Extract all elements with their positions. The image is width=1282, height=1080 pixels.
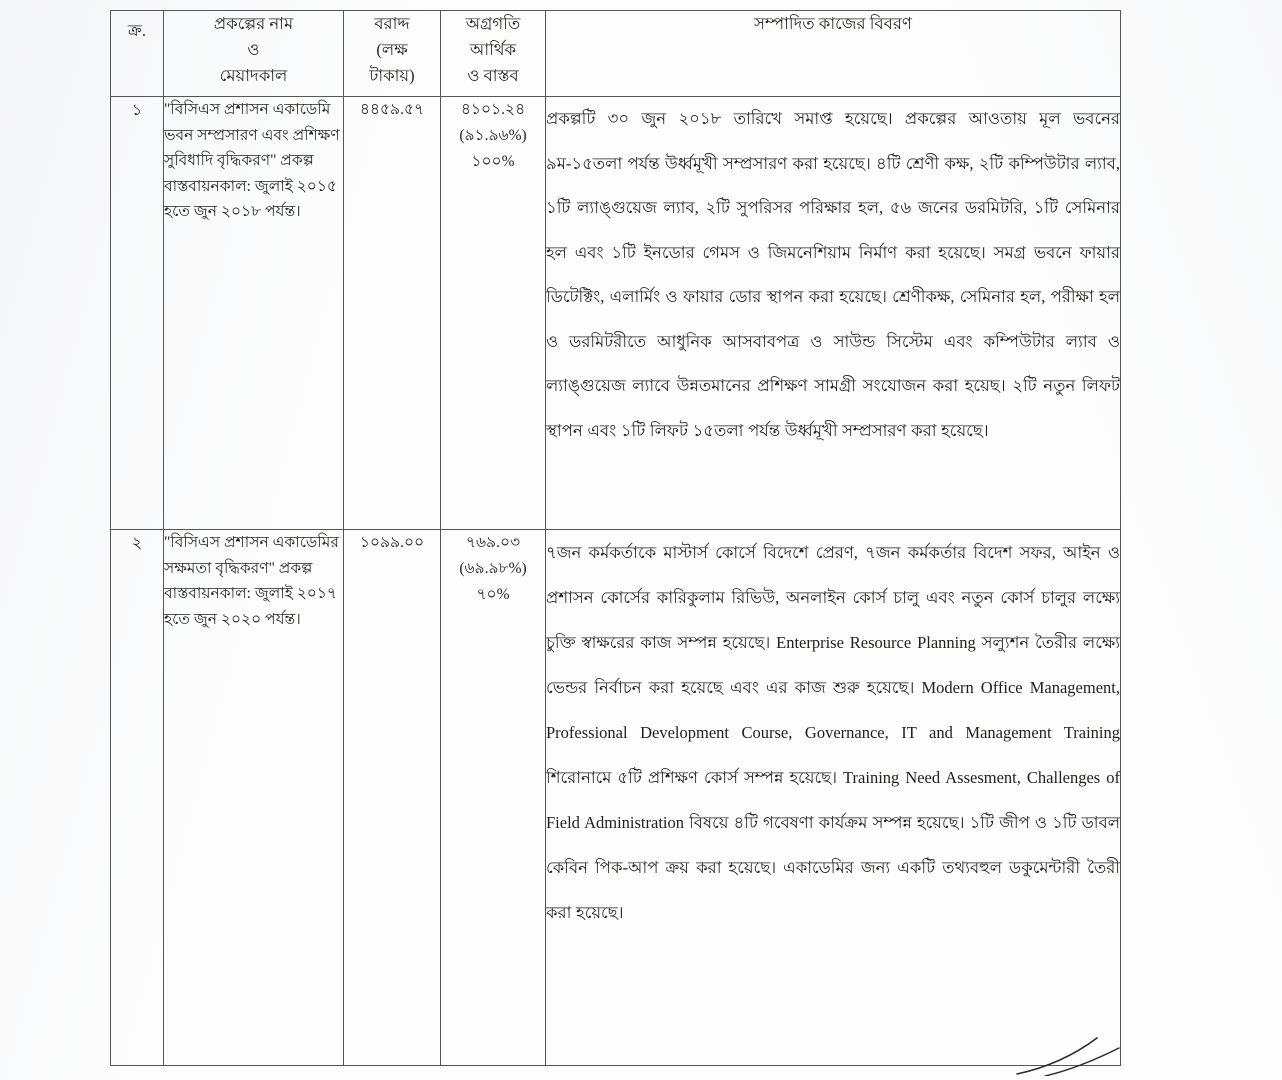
row-progress-financial: ৭৬৯.০৩ bbox=[465, 534, 521, 551]
row-serial: ২ bbox=[111, 530, 164, 1066]
row-progress-physical: ১০০% bbox=[471, 153, 515, 170]
header-progress-line1: অগ্রগতি bbox=[465, 14, 521, 33]
row-serial: ১ bbox=[111, 97, 164, 530]
row-description: ৭জন কর্মকর্তাকে মাস্টার্স কোর্সে বিদেশে প্রেরণ, ৭জন কর্মকর্তার বিদেশ সফর, আইন ও প্রশাসন কোর্সের কারিকুলাম রিভিউ, অনলাইন কোর্স চালু এবং নতুন কোর্স চালুর লক্ষ্যে চুক্তি স্বাক্ষরের কাজ সম্পন্ন হয়েছে। Enterprise Resource Planning সল্যুশন তৈরীর লক্ষ্যে ভেন্ডর নির্বাচন করা হয়েছে এবং এর কাজ শুরু হয়েছে। Modern Office Management, Professional Development Course, Governance, IT and Management Training শিরোনামে ৫টি প্রশিক্ষণ কোর্স সম্পন্ন হয়েছে। Training Need Assesment, Challenges of Field Administration বিষয়ে ৪টি গবেষণা কার্যক্রম সম্পন্ন হয়েছে। ১টি জীপ ও ১টি ডাবল কেবিন পিক-আপ ক্রয় করা হয়েছে। একাডেমির জন্য একটি তথ্যবহুল ডকুমেন্টারী তৈরী করা হয়েছে। bbox=[546, 530, 1121, 1066]
table-row bbox=[111, 97, 1121, 530]
row-allocation: ৪৪৫৯.৫৭ bbox=[344, 97, 441, 530]
table-row bbox=[111, 530, 1121, 1066]
row-progress bbox=[441, 97, 546, 530]
header-serial-label: ক্র. bbox=[128, 21, 146, 40]
row-description: প্রকল্পটি ৩০ জুন ২০১৮ তারিখে সমাপ্ত হয়েছে। প্রকল্পের আওতায় মূল ভবনের ৯ম-১৫তলা পর্যন্ত উর্ধ্বমূখী সম্প্রসারণ করা হয়েছে। ৪টি শ্রেণী কক্ষ, ২টি কম্পিউটার ল্যাব, ১টি ল্যাঙ্গুয়েজ ল্যাব, ২টি সুপরিসর পরিক্ষার হল, ৫৬ জনের ডরমিটরি, ১টি সেমিনার হল এবং ১টি ইনডোর গেমস ও জিমনেশিয়াম নির্মাণ করা হয়েছে। সমগ্র ভবনে ফায়ার ডিটেক্টিং, এলার্মিং ও ফায়ার ডোর স্থাপন করা হয়েছে। শ্রেণীকক্ষ, সেমিনার হল, পরীক্ষা হল ও ডরমিটরীতে আধুনিক আসবাবপত্র ও সাউন্ড সিস্টেম এবং কম্পিউটার ল্যাব ও ল্যাঙ্গুয়েজ ল্যাবে উন্নতমানের প্রশিক্ষণ সামগ্রী সংযোজন করা হয়েছ। ২টি নতুন লিফট স্থাপন এবং ১টি লিফট ১৫তলা পর্যন্ত উর্ধ্বমূখী সম্প্রসারণ করা হয়েছে। bbox=[546, 97, 1121, 530]
header-progress-line2: আর্থিক bbox=[469, 40, 517, 59]
header-serial bbox=[111, 11, 164, 97]
row-progress-percent: (৬৯.৯৮%) bbox=[459, 560, 527, 577]
table-header-row bbox=[111, 11, 1121, 97]
header-allocation-line2: (লক্ষ bbox=[376, 40, 408, 59]
header-project-name-line1: প্রকল্পের নাম bbox=[213, 14, 294, 33]
header-allocation-line1: বরাদ্দ bbox=[374, 14, 410, 33]
row-progress bbox=[441, 530, 546, 1066]
header-description-label: সম্পাদিত কাজের বিবরণ bbox=[754, 14, 912, 33]
row-progress-percent: (৯১.৯৬%) bbox=[459, 127, 527, 144]
header-project-name bbox=[164, 11, 344, 97]
header-progress-line3: ও বাস্তব bbox=[467, 66, 519, 85]
header-allocation-line3: টাকায়) bbox=[369, 66, 415, 85]
row-progress-physical: ৭০% bbox=[476, 586, 510, 603]
header-project-name-line3: মেয়াদকাল bbox=[219, 66, 288, 85]
header-description bbox=[546, 11, 1121, 97]
header-project-name-line2: ও bbox=[247, 40, 260, 59]
row-project-name: "বিসিএস প্রশাসন একাডেমি ভবন সম্প্রসারণ এবং প্রশিক্ষণ সুবিধাদি বৃদ্ধিকরণ" প্রকল্প বাস্তবায়নকাল: জুলাই ২০১৫ হতে জুন ২০১৮ পর্যন্ত। bbox=[164, 97, 344, 530]
header-progress bbox=[441, 11, 546, 97]
project-progress-table bbox=[110, 10, 1121, 1066]
row-project-name: "বিসিএস প্রশাসন একাডেমির সক্ষমতা বৃদ্ধিকরণ" প্রকল্প বাস্তবায়নকাল: জুলাই ২০১৭ হতে জুন ২০২০ পর্যন্ত। bbox=[164, 530, 344, 1066]
row-allocation: ১০৯৯.০০ bbox=[344, 530, 441, 1066]
row-progress-financial: ৪১০১.২৪ bbox=[460, 101, 526, 118]
header-allocation bbox=[344, 11, 441, 97]
